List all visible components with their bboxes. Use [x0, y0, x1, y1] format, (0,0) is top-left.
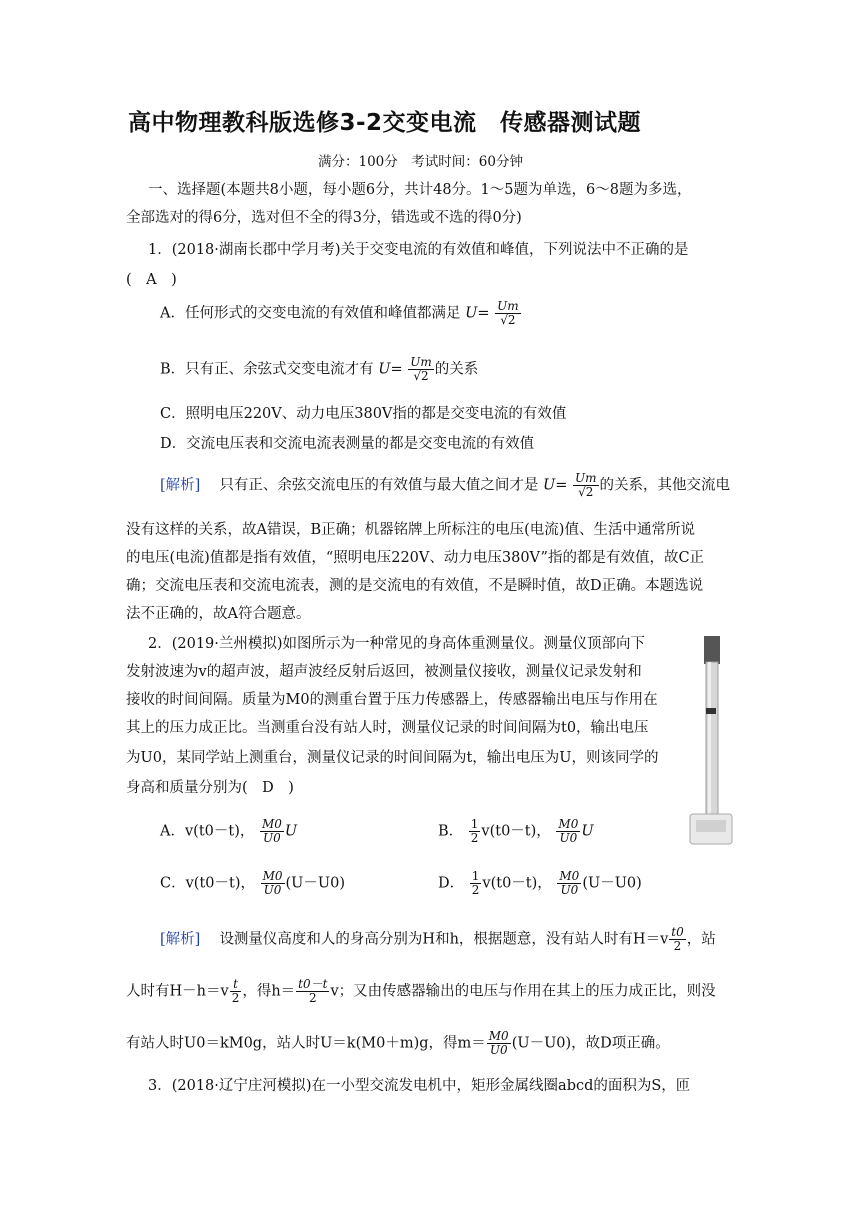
q1-analysis-line4: 确；交流电压表和交流电流表，测的是交流电的有效值，不是瞬时值，故D正确。本题选说 [126, 578, 704, 594]
q1-option-d: D．交流电压表和交流电流表测量的都是交变电流的有效值 [160, 436, 535, 452]
q2-line2: 发射波速为v的超声波，超声波经反射后返回，被测量仪接收，测量仪记录发射和 [126, 664, 642, 680]
q2-line3: 接收的时间间隔。质量为M0的测重台置于压力传感器上，传感器输出电压与作用在 [126, 692, 658, 708]
q1-option-b: B．只有正、余弦式交变电流才有 U= $\frac{Um}{√2}$ 的关系 [160, 355, 479, 383]
q1-analysis-line5: 法不正确的，故A符合题意。 [126, 606, 311, 622]
formula-eq: = [477, 305, 490, 322]
q2-option-c: C．v(t0－t)， $\frac{M0}{U0}$ (U－U0) [160, 869, 345, 897]
q1-answer: ( A ) [126, 272, 177, 288]
q1-analysis-line2: 没有这样的关系，故A错误，B正确；机器铭牌上所标注的电压(电流)值、生活中通常所说 [126, 522, 695, 538]
q2-line5: 为U0，某同学站上测重台，测量仪记录的时间间隔为t，输出电压为U，则该同学的 [126, 750, 659, 766]
analysis-tag: [解析] [160, 931, 201, 948]
q1-option-a-text: A．任何形式的交变电流的有效值和峰值都满足 [160, 305, 461, 322]
formula-fraction: $\frac{Um}{√2}$ [497, 299, 519, 327]
q1-analysis-line1: [解析] 只有正、余弦交流电压的有效值与最大值之间才是 U= $\frac{Um}{√2}$ 的关系，其他交流电 [160, 471, 731, 499]
q3-line1: 3．(2018·辽宁庄河模拟)在一小型交流发电机中，矩形金属线圈abcd的面积为S，匝 [148, 1078, 691, 1094]
q2-option-d: D． $\frac{1}{2}$ v(t0－t)， $\frac{M0}{U0}$ (U－U0) [438, 869, 642, 897]
q2-analysis-line3: 有站人时U0＝kM0g，站人时U＝k(M0＋m)g，得m＝ $\frac{M0}{U0}$ (U－U0)，故D项正确。 [126, 1029, 670, 1057]
height-weight-meter-image [688, 634, 734, 850]
q2-option-a: A．v(t0－t)， $\frac{M0}{U0}$ U [160, 817, 298, 845]
exam-meta: 满分：100分 考试时间：60分钟 [318, 154, 523, 170]
q2-option-b: B． $\frac{1}{2}$ v(t0－t)， $\frac{M0}{U0}$ U [438, 817, 594, 845]
formula-u: U [465, 305, 478, 322]
section-intro-line2: 全部选对的得6分，选对但不全的得3分，错选或不选的得0分) [126, 210, 522, 226]
q2-analysis-line1: [解析] 设测量仪高度和人的身高分别为H和h，根据题意，没有站人时有H＝v $\frac{t0}{2}$ ，站 [160, 925, 716, 953]
q2-line6: 身高和质量分别为( D ) [126, 780, 294, 796]
q1-option-c: C．照明电压220V、动力电压380V指的都是交变电流的有效值 [160, 406, 567, 422]
section-intro-line1: 一、选择题(本题共8小题，每小题6分，共计48分。1～5题为单选，6～8题为多选， [148, 182, 692, 198]
formula-fraction: $\frac{Um}{√2}$ [575, 471, 597, 499]
analysis-tag: [解析] [160, 477, 201, 494]
q1-analysis-line3: 的电压(电流)值都是指有效值，“照明电压220V、动力电压380V”指的都是有效值，故C正 [126, 550, 705, 566]
formula-fraction: $\frac{Um}{√2}$ [410, 355, 432, 383]
q2-line1: 2．(2019·兰州模拟)如图所示为一种常见的身高体重测量仪。测量仪顶部向下 [148, 636, 646, 652]
q2-analysis-line2: 人时有H－h＝v $\frac{t}{2}$ ，得h＝ $\frac{t0-t}{2}$ v；又由传感器输出的电压与作用在其上的压力成正比，则没 [126, 977, 716, 1005]
q2-line4: 其上的压力成正比。当测重台没有站人时，测量仪记录的时间间隔为t0，输出电压 [126, 720, 649, 736]
page-title: 高中物理教科版选修3-2交变电流 传感器测试题 [128, 110, 642, 136]
q1-stem-line1: 1．(2018·湖南长郡中学月考)关于交变电流的有效值和峰值，下列说法中不正确的是 [148, 242, 689, 258]
q1-option-a [160, 300, 522, 327]
